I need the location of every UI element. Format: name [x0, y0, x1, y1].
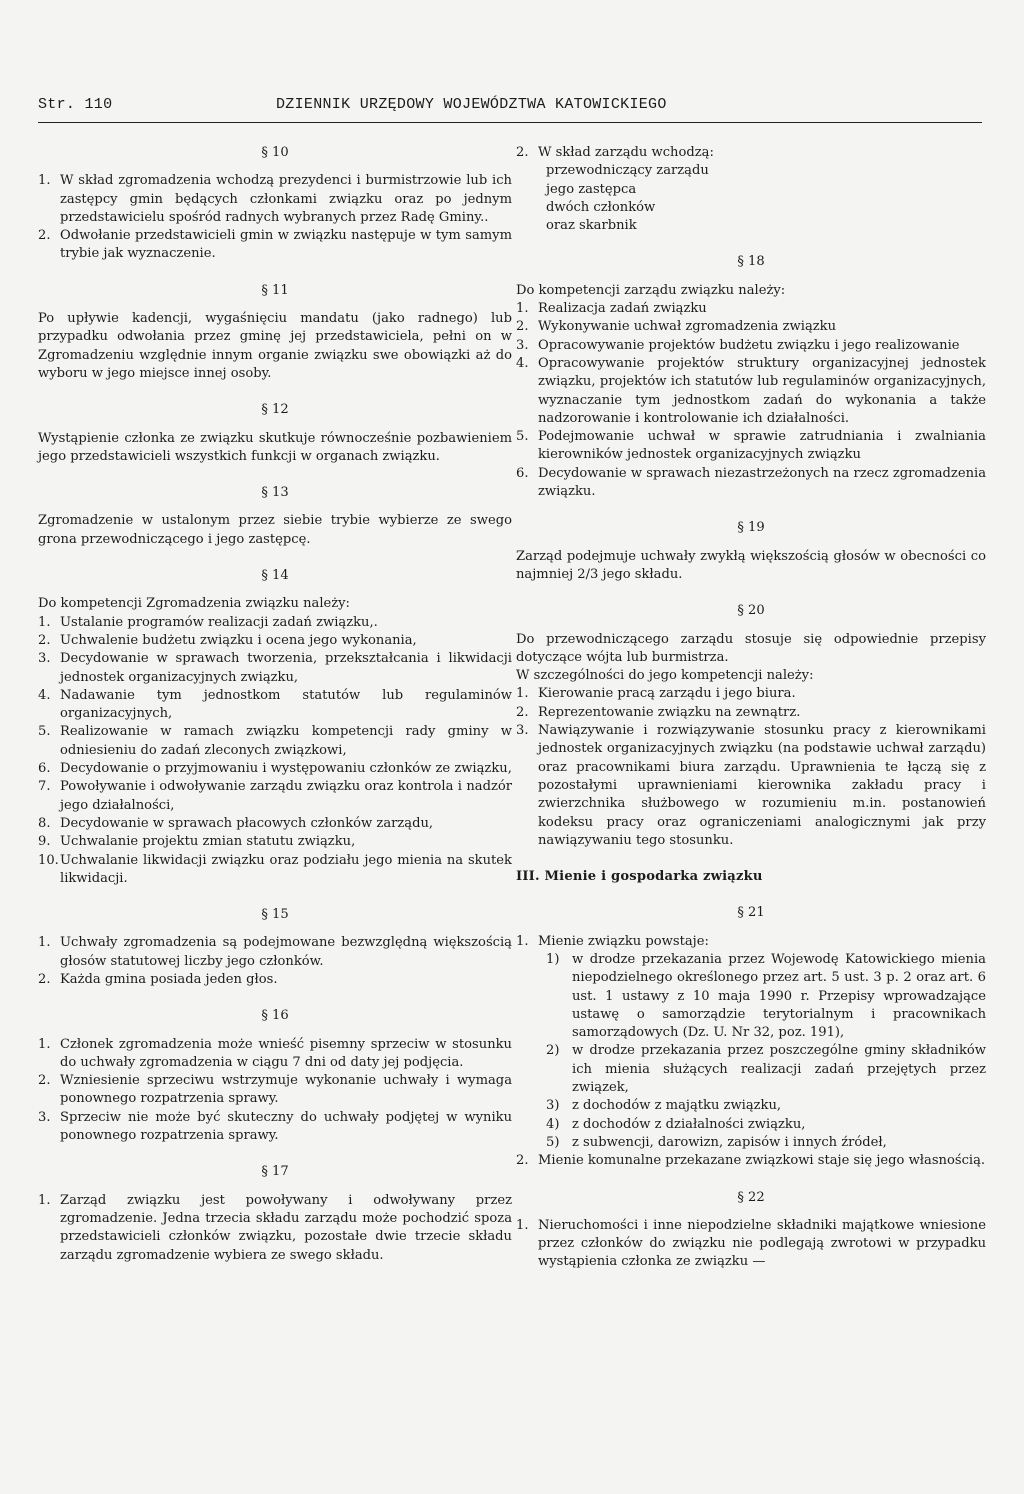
list-item: 1. Realizacja zadań związku	[516, 301, 707, 317]
paragraph: Do przewodniczącego zarządu stosuje się odpowiednie przepisy dotyczące wójta lub burmistrza.	[516, 631, 986, 665]
section-heading: § 17	[261, 1164, 289, 1180]
list-item: 3. Opracowywanie projektów budżetu związku i jego realizowanie	[516, 337, 960, 353]
section-heading: § 10	[261, 145, 289, 160]
list-item: 4. Opracowywanie projektów struktury organizacyjnej jednostek związku, projektów ich statutów lub regulaminów organizacyjnych, wyznaczanie tym jednostkom zadań do wykonania a także nadzorowanie i kontrolowanie ich działalności.	[516, 355, 986, 426]
list-item: 9. Uchwalanie projektu zmian statutu związku,	[38, 834, 356, 850]
chapter-heading: III. Mienie i gospodarka związku	[516, 869, 763, 885]
sub-item: 4) z dochodów z działalności związku,	[546, 1116, 806, 1132]
sub-item: 5) z subwencji, darowizn, zapisów i innych źródeł,	[546, 1134, 887, 1150]
list-item: 3. Sprzeciw nie może być skuteczny do uchwały podjętej w wyniku ponownego rozpatrzenia sprawy.	[38, 1109, 512, 1144]
list-item: 2. W skład zarządu wchodzą:	[516, 145, 714, 160]
list-item: 1. Zarząd związku jest powoływany i odwoływany przez zgromadzenie. Jedna trzecia składu zarządu może pochodzić spoza przedstawicieli członków związku, pozostałe dwie trzecie składu zarządu zgromadzenie wybiera ze swego składu.	[38, 1192, 512, 1263]
list-item: 6. Decydowanie o przyjmowaniu i występowaniu członków ze związku,	[38, 761, 512, 777]
list-item: 1. W skład zgromadzenia wchodzą prezydenci i burmistrzowie lub ich zastępcy gmin będących członkami związku oraz po jednym przedstawicielu spośród radnych wybranych przez Radę Gminy..	[38, 173, 512, 225]
list-item: 5. Podejmowanie uchwał w sprawie zatrudniania i zwalniania kierowników jednostek organizacyjnych związku	[516, 429, 986, 463]
list-item: 10. Uchwalanie likwidacji związku oraz podziału jego mienia na skutek likwidacji.	[38, 852, 512, 886]
list-item: 1. Ustalanie programów realizacji zadań związku,.	[38, 614, 378, 630]
list-item: 2. Mienie komunalne przekazane związkowi staje się jego własnością.	[516, 1153, 986, 1169]
journal-title: DZIENNIK URZĘDOWY WOJEWÓDZTWA KATOWICKIEGO	[276, 96, 667, 113]
list-item: 7. Powoływanie i odwoływanie zarządu związku oraz kontrola i nadzór jego działalności,	[38, 779, 512, 813]
left-column	[38, 144, 512, 1265]
list-item: 1. Uchwały zgromadzenia są podejmowane bezwzględną większością głosów statutowej liczby jego członków.	[38, 935, 512, 969]
section-heading: § 12	[261, 402, 289, 418]
header-rule	[38, 122, 982, 123]
page-number: Str. 110	[38, 96, 113, 113]
right-column	[516, 144, 986, 1272]
paragraph: Po upływie kadencji, wygaśnięciu mandatu (jako radnego) lub przypadku odwołania przez gminę jej przedstawiciela, pełni on w Zgromadzeniu względnie innym organie związku swe obowiązki aż do wyboru w jego miejsce innej osoby.	[38, 311, 512, 381]
list-item: 2. Każda gmina posiada jeden głos.	[38, 971, 278, 987]
list-item: 1. Nieruchomości i inne niepodzielne składniki majątkowe wniesione przez członków do związku nie podlegają zwrotowi w przypadku wystąpienia członka ze związku —	[516, 1217, 986, 1270]
section-heading: § 22	[737, 1189, 765, 1205]
board-member: jego zastępca	[546, 181, 637, 197]
list-item: 2. Reprezentowanie związku na zewnątrz.	[516, 704, 801, 720]
section-heading: § 19	[737, 520, 765, 536]
list-item: 3. Nawiązywanie i rozwiązywanie stosunku pracy z kierownikami jednostek organizacyjnych związku (na podstawie uchwał zarządu) oraz pracownikami biura zarządu. Uprawnienia te łączą się z pozostałymi uprawnieniami kierownika zakładu pracy i zwierzchnika służbowego w rozumieniu m.in. postanowień kodeksu pracy oraz ograniczeniami analogicznymi jak przy nawiązywaniu tego stosunku.	[516, 723, 986, 848]
section-heading: § 21	[737, 905, 765, 921]
sub-item: 3) z dochodów z majątku związku,	[546, 1098, 782, 1114]
list-intro: Do kompetencji Zgromadzenia związku należy:	[38, 596, 350, 612]
list-intro: W szczególności do jego kompetencji należy:	[516, 668, 814, 684]
list-item: 2. Odwołanie przedstawicieli gmin w związku następuje w tym samym trybie jak wyznaczenie.	[38, 228, 512, 262]
list-item: 2. Uchwalenie budżetu związku i ocena jego wykonania,	[38, 632, 417, 648]
list-item: 8. Decydowanie w sprawach płacowych członków zarządu,	[38, 815, 434, 831]
list-item: 1. Mienie związku powstaje:	[516, 933, 709, 949]
list-item: 1. Członek zgromadzenia może wnieść pisemny sprzeciw w stosunku do uchwały zgromadzenia w ciągu 7 dni od daty jej podjęcia.	[38, 1036, 512, 1070]
section-heading: § 20	[737, 603, 765, 619]
paragraph: Wystąpienie członka ze związku skutkuje równocześnie pozbawieniem jego przedstawicieli wszystkich funkcji w organach związku.	[38, 430, 512, 464]
list-item: 5. Realizowanie w ramach związku kompetencji rady gminy w odniesieniu do zadań zleconych związkowi,	[38, 724, 512, 758]
board-member: dwóch członków	[546, 199, 656, 215]
sub-item: 2) w drodze przekazania przez poszczególne gminy składników ich mienia służących realizacji zadań przejętych przez związek,	[546, 1043, 986, 1096]
list-intro: Do kompetencji zarządu związku należy:	[516, 282, 786, 298]
list-item: 2. Wykonywanie uchwał zgromadzenia związku	[516, 319, 837, 335]
list-item: 4. Nadawanie tym jednostkom statutów lub regulaminów organizacyjnych,	[38, 687, 512, 722]
paragraph: Zgromadzenie w ustalonym przez siebie trybie wybierze ze swego grona przewodniczącego i jego zastępcę.	[38, 513, 512, 547]
section-heading: § 14	[261, 568, 289, 584]
board-member: przewodniczący zarządu	[546, 163, 709, 179]
section-heading: § 11	[261, 282, 289, 298]
sub-item: 1) w drodze przekazania przez Wojewodę Katowickiego mienia niepodzielnego określonego przez art. 5 ust. 3 p. 2 oraz art. 6 ust. 1 ustawy z 10 maja 1990 r. Przepisy wprowadzające ustawę o samorządzie terytorialnym i pracownikach samorządowych (Dz. U. Nr 32, poz. 191),	[546, 951, 986, 1041]
section-heading: § 18	[737, 254, 765, 270]
section-heading: § 15	[261, 907, 289, 923]
list-item: 1. Kierowanie pracą zarządu i jego biura.	[516, 686, 796, 702]
board-member: oraz skarbnik	[546, 218, 637, 234]
list-item: 2. Wzniesienie sprzeciwu wstrzymuje wykonanie uchwały i wymaga ponownego rozpatrzenia sprawy.	[38, 1073, 512, 1107]
section-heading: § 16	[261, 1008, 289, 1024]
paragraph: Zarząd podejmuje uchwały zwykłą większością głosów w obecności co najmniej 2/3 jego składu.	[516, 548, 986, 582]
list-item: 3. Decydowanie w sprawach tworzenia, przekształcania i likwidacji jednostek organizacyjnych związku,	[38, 651, 512, 685]
section-heading: § 13	[261, 485, 289, 501]
list-item: 6. Decydowanie w sprawach niezastrzeżonych na rzecz zgromadzenia związku.	[516, 465, 986, 500]
